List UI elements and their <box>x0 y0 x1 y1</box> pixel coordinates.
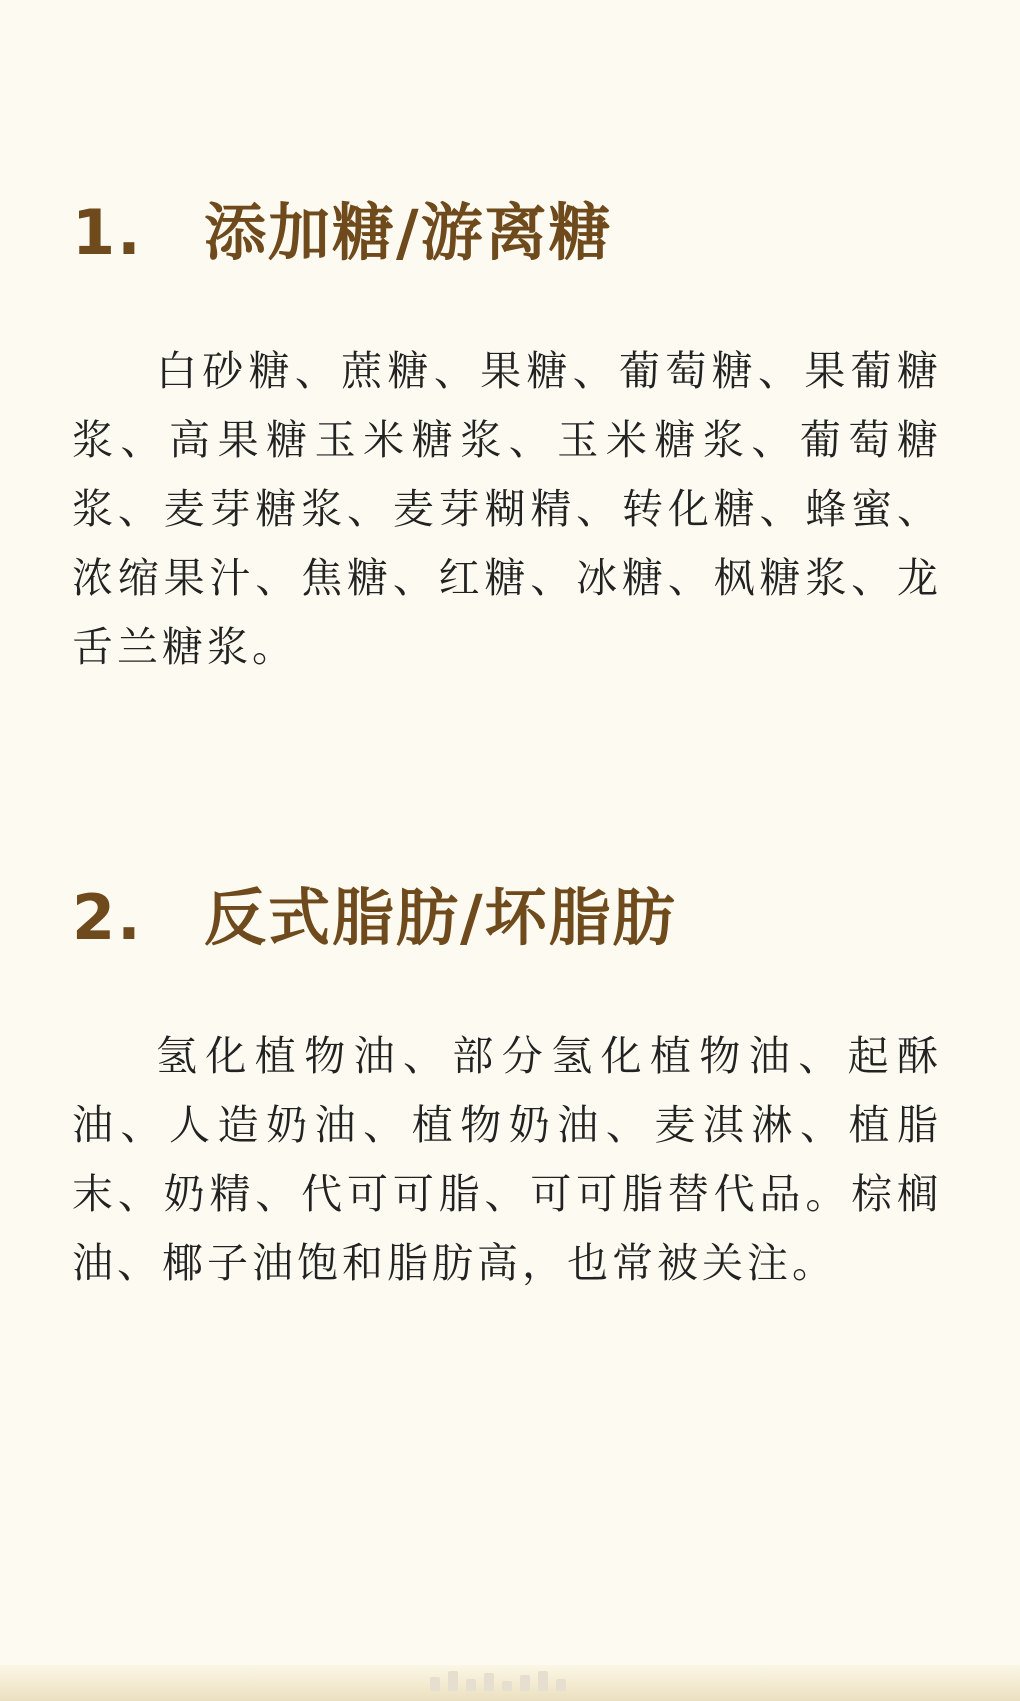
watermark-mark <box>430 1669 590 1691</box>
section-title: 添加糖/游离糖 <box>204 196 613 269</box>
section-body: 氢化植物油、部分氢化植物油、起酥油、人造奶油、植物奶油、麦淇淋、植脂末、奶精、代可可脂、可可脂替代品。棕榈油、椰子油饱和脂肪高，也常被关注。 <box>72 1032 942 1287</box>
section-heading <box>72 880 952 956</box>
section-number: 2. <box>72 881 143 954</box>
section-title: 反式脂肪/坏脂肪 <box>204 881 677 954</box>
section-trans-fat <box>72 880 952 1298</box>
section-body: 白砂糖、蔗糖、果糖、葡萄糖、果葡糖浆、高果糖玉米糖浆、玉米糖浆、葡萄糖浆、麦芽糖浆、麦芽糊精、转化糖、蜂蜜、浓缩果汁、焦糖、红糖、冰糖、枫糖浆、龙舌兰糖浆。 <box>72 347 942 671</box>
section-number: 1. <box>72 196 143 269</box>
section-added-sugar <box>72 195 952 682</box>
section-heading <box>72 195 952 271</box>
